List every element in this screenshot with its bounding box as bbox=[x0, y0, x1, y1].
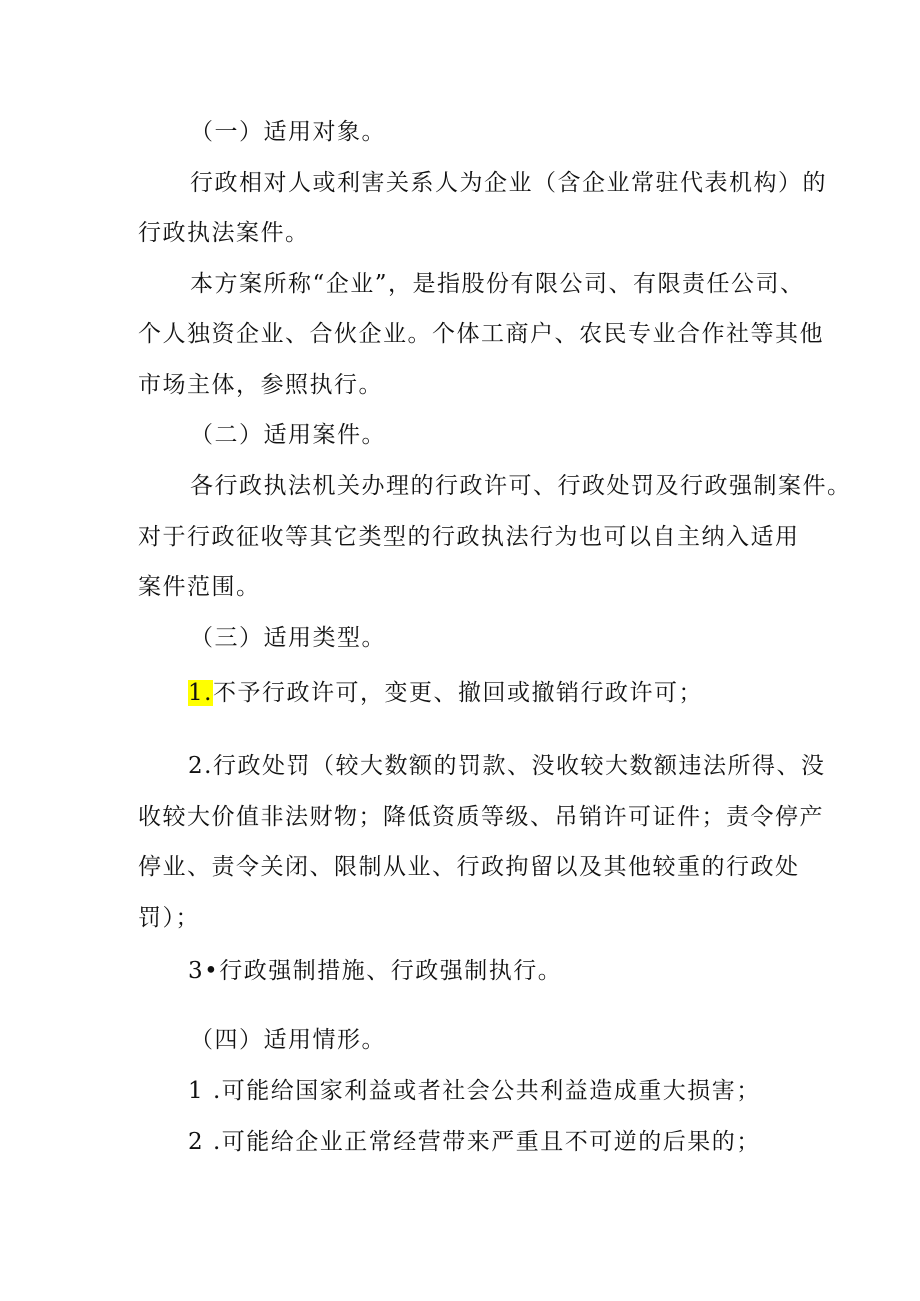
highlighted-number: 1. bbox=[188, 680, 213, 706]
paragraph-line: 停业、责令关闭、限制从业、行政拘留以及其他较重的行政处 bbox=[138, 854, 800, 880]
paragraph-line: 各行政执法机关办理的行政许可、行政处罚及行政强制案件。 bbox=[190, 473, 852, 499]
paragraph-line: 行政相对人或利害关系人为企业（含企业常驻代表机构）的 bbox=[190, 170, 827, 196]
paragraph-line: 个人独资企业、合伙企业。个体工商户、农民专业合作社等其他 bbox=[138, 321, 824, 347]
paragraph-line: 案件范围。 bbox=[138, 574, 261, 600]
list-item: 1 .可能给国家利益或者社会公共利益造成重大损害； bbox=[188, 1078, 761, 1104]
list-item: 2 .可能给企业正常经营带来严重且不可逆的后果的； bbox=[188, 1129, 761, 1155]
paragraph-line: 对于行政征收等其它类型的行政执法行为也可以自主纳入适用 bbox=[138, 524, 800, 550]
section-heading-3: （三）适用类型。 bbox=[190, 625, 386, 651]
paragraph-line: 市场主体，参照执行。 bbox=[138, 372, 383, 398]
list-item-3: 3•行政强制措施、行政强制执行。 bbox=[188, 958, 563, 984]
paragraph-line: 罚）； bbox=[138, 905, 200, 931]
paragraph-line: 行政执法案件。 bbox=[138, 220, 310, 246]
paragraph-line: 收较大价值非法财物；降低资质等级、吊销许可证件；责令停产 bbox=[138, 804, 824, 830]
list-item-1 bbox=[188, 677, 703, 709]
paragraph-line: 本方案所称“企业”，是指股份有限公司、有限责任公司、 bbox=[190, 271, 805, 297]
paragraph-line: 2.行政处罚（较大数额的罚款、没收较大数额违法所得、没 bbox=[188, 753, 826, 779]
section-heading-2: （二）适用案件。 bbox=[190, 422, 386, 448]
section-heading-1: （一）适用对象。 bbox=[190, 119, 386, 145]
list-item-text: 不予行政许可，变更、撤回或撤销行政许可； bbox=[212, 680, 703, 706]
section-heading-4: （四）适用情形。 bbox=[190, 1027, 386, 1053]
